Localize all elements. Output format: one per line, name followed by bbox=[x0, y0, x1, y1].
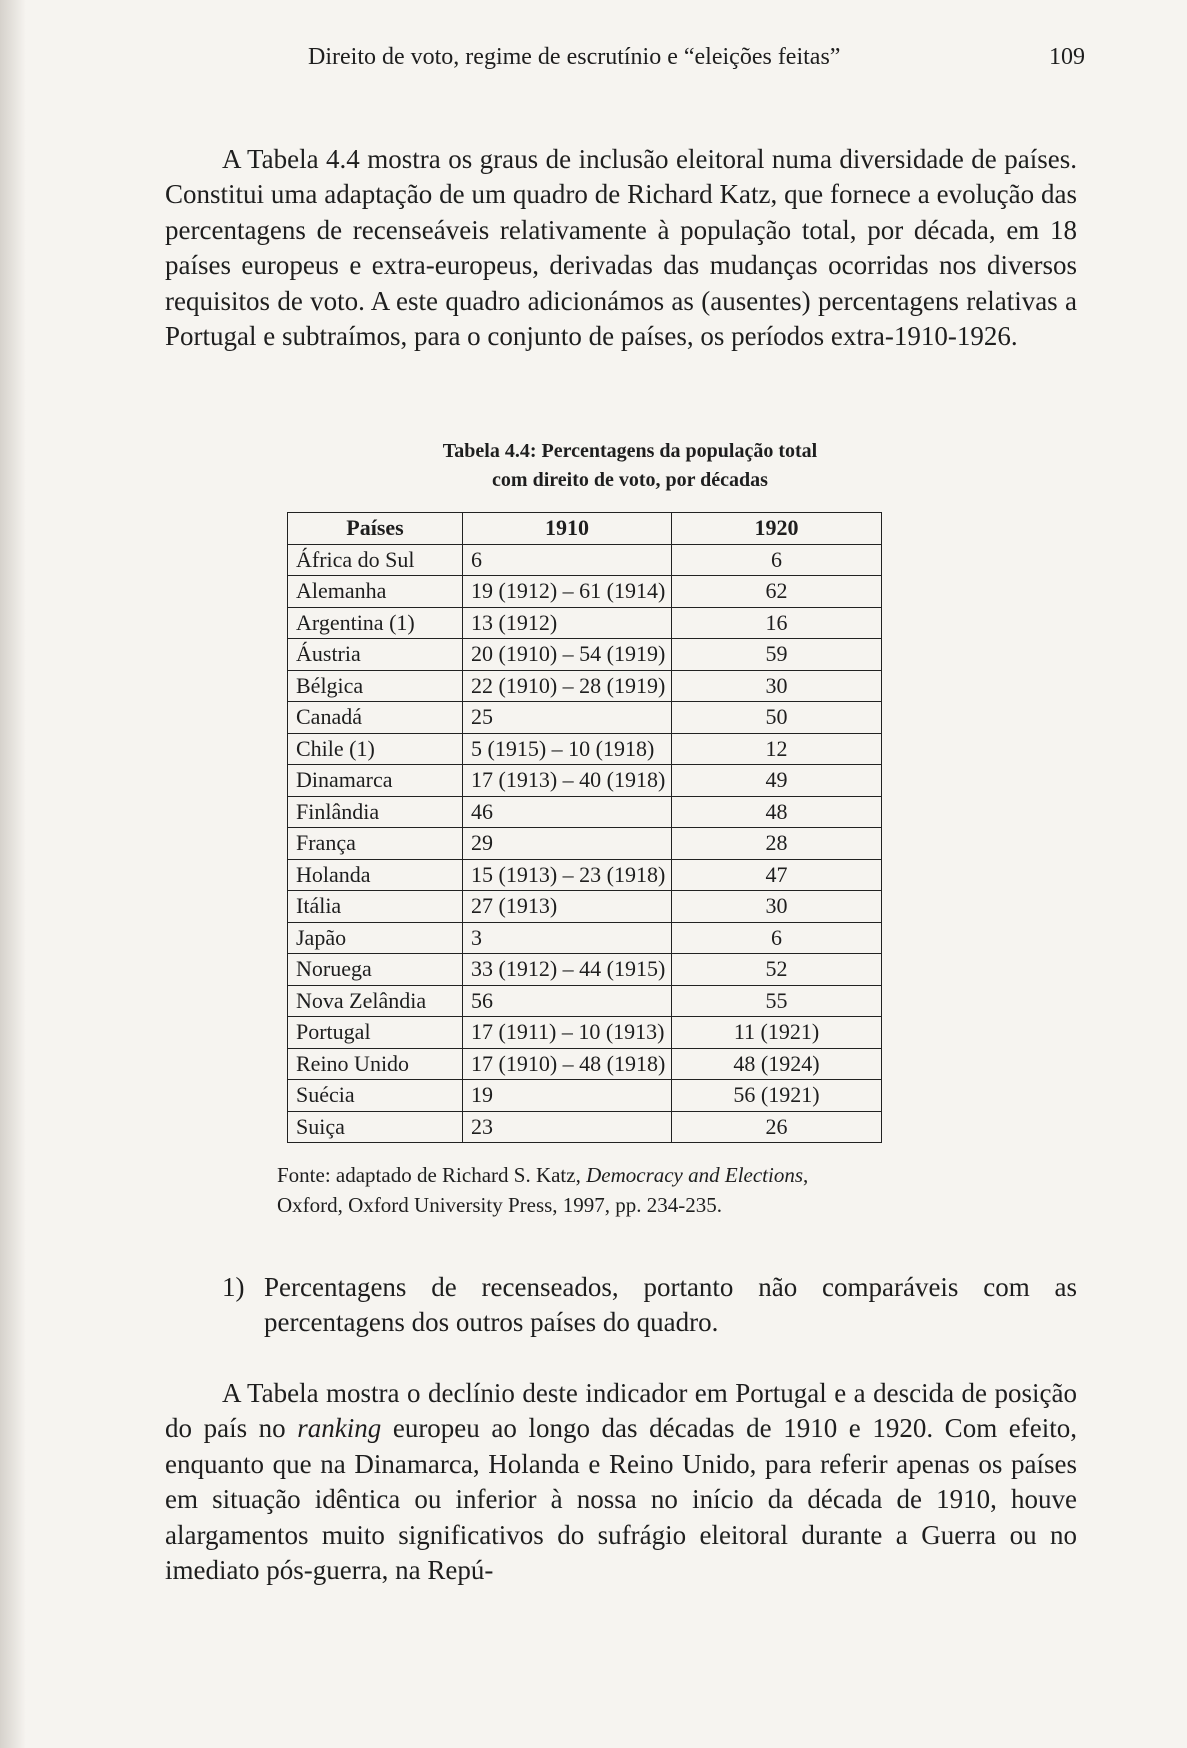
table-row bbox=[288, 1048, 882, 1080]
source-suffix: , bbox=[803, 1163, 809, 1187]
cell-1910: 17 (1913) – 40 (1918) bbox=[463, 765, 672, 797]
cell-1910: 19 bbox=[463, 1080, 672, 1112]
cell-country: Finlândia bbox=[288, 796, 463, 828]
cell-country: Portugal bbox=[288, 1017, 463, 1049]
cell-1920: 30 bbox=[672, 891, 882, 923]
table-header-row bbox=[288, 513, 882, 545]
footnote-number: 1) bbox=[222, 1272, 245, 1302]
cell-1910: 33 (1912) – 44 (1915) bbox=[463, 954, 672, 986]
cell-1910: 20 (1910) – 54 (1919) bbox=[463, 639, 672, 671]
table-row bbox=[288, 544, 882, 576]
closing-text-end: europeu ao longo das décadas de 1910 e 1920. Com efeito, enquanto que na Dinamarca, Holanda e Reino Unido, para referir apenas os países em situação idêntica ou inferior à nossa no início da década de 1910, houve alargamentos muito significativos do sufrágio eleitoral durante a Guerra ou no imediato pós-guerra, na Repú- bbox=[165, 1413, 1077, 1586]
table-row bbox=[288, 796, 882, 828]
cell-1920: 55 bbox=[672, 985, 882, 1017]
running-header-title: Direito de voto, regime de escrutínio e “eleições feitas” bbox=[308, 44, 841, 70]
cell-country: Reino Unido bbox=[288, 1048, 463, 1080]
cell-country: Suiça bbox=[288, 1111, 463, 1143]
table-source bbox=[277, 1160, 977, 1220]
cell-country: Áustria bbox=[288, 639, 463, 671]
cell-1920: 11 (1921) bbox=[672, 1017, 882, 1049]
cell-1920: 50 bbox=[672, 702, 882, 734]
table-row bbox=[288, 702, 882, 734]
cell-1920: 59 bbox=[672, 639, 882, 671]
source-line2: Oxford, Oxford University Press, 1997, pp. 234-235. bbox=[277, 1193, 723, 1217]
cell-country: Bélgica bbox=[288, 670, 463, 702]
table-row bbox=[288, 922, 882, 954]
cell-country: Canadá bbox=[288, 702, 463, 734]
cell-1910: 17 (1911) – 10 (1913) bbox=[463, 1017, 672, 1049]
closing-italic-term: ranking bbox=[297, 1413, 382, 1444]
cell-country: Noruega bbox=[288, 954, 463, 986]
header-cell-countries: Países bbox=[288, 513, 463, 545]
cell-country: França bbox=[288, 828, 463, 860]
cell-1920: 48 (1924) bbox=[672, 1048, 882, 1080]
cell-country: Chile (1) bbox=[288, 733, 463, 765]
intro-paragraph bbox=[165, 142, 1077, 354]
table-caption bbox=[280, 437, 980, 495]
cell-1910: 3 bbox=[463, 922, 672, 954]
cell-1910: 17 (1910) – 48 (1918) bbox=[463, 1048, 672, 1080]
cell-country: Dinamarca bbox=[288, 765, 463, 797]
table-row bbox=[288, 1080, 882, 1112]
cell-1920: 26 bbox=[672, 1111, 882, 1143]
cell-1920: 6 bbox=[672, 544, 882, 576]
closing-paragraph bbox=[165, 1376, 1077, 1588]
table-row bbox=[288, 639, 882, 671]
table-row bbox=[288, 954, 882, 986]
table-row bbox=[288, 891, 882, 923]
cell-1920: 47 bbox=[672, 859, 882, 891]
cell-country: Holanda bbox=[288, 859, 463, 891]
cell-1920: 16 bbox=[672, 607, 882, 639]
cell-country: Nova Zelândia bbox=[288, 985, 463, 1017]
header-cell-1920: 1920 bbox=[672, 513, 882, 545]
intro-text: A Tabela 4.4 mostra os graus de inclusão eleitoral numa diversidade de países. Constitui uma adaptação de um quadro de Richard Katz, que fornece a evolução das percentagens de recenseáveis relativamente à população total, por década, em 18 países europeus e extra-europeus, derivadas das mudanças ocorridas nos diversos requisitos de voto. A este quadro adicionámos as (ausentes) percentagens relativas a Portugal e subtraímos, para o conjunto de países, os períodos extra-1910-1926. bbox=[165, 144, 1077, 352]
table-row bbox=[288, 828, 882, 860]
cell-1910: 5 (1915) – 10 (1918) bbox=[463, 733, 672, 765]
table-row bbox=[288, 733, 882, 765]
cell-1920: 30 bbox=[672, 670, 882, 702]
table-row bbox=[288, 765, 882, 797]
table-caption-line1: Tabela 4.4: Percentagens da população total bbox=[442, 440, 818, 462]
cell-country: Itália bbox=[288, 891, 463, 923]
cell-1920: 6 bbox=[672, 922, 882, 954]
cell-country: Japão bbox=[288, 922, 463, 954]
cell-1910: 6 bbox=[463, 544, 672, 576]
cell-country: África do Sul bbox=[288, 544, 463, 576]
source-line1 bbox=[277, 1160, 977, 1190]
closing-text-start: A Tabela mostra o declínio deste indicador em Portugal e a descida de posição do país no bbox=[165, 1378, 1077, 1444]
cell-1910: 46 bbox=[463, 796, 672, 828]
cell-1920: 52 bbox=[672, 954, 882, 986]
table-row bbox=[288, 1111, 882, 1143]
table-body bbox=[288, 544, 882, 1143]
cell-1910: 56 bbox=[463, 985, 672, 1017]
cell-country: Alemanha bbox=[288, 576, 463, 608]
cell-1910: 19 (1912) – 61 (1914) bbox=[463, 576, 672, 608]
header-cell-1910: 1910 bbox=[463, 513, 672, 545]
page-binding-shadow bbox=[0, 0, 26, 1748]
page-number: 109 bbox=[1049, 44, 1085, 70]
footnote-text: Percentagens de recenseados, portanto não comparáveis com as percentagens dos outros países do quadro. bbox=[264, 1272, 1077, 1337]
cell-1920: 49 bbox=[672, 765, 882, 797]
cell-1910: 13 (1912) bbox=[463, 607, 672, 639]
cell-1910: 22 (1910) – 28 (1919) bbox=[463, 670, 672, 702]
cell-country: Suécia bbox=[288, 1080, 463, 1112]
table-row bbox=[288, 607, 882, 639]
source-prefix: Fonte: adaptado de Richard S. Katz, bbox=[277, 1163, 587, 1187]
cell-1910: 29 bbox=[463, 828, 672, 860]
cell-1910: 25 bbox=[463, 702, 672, 734]
cell-1910: 27 (1913) bbox=[463, 891, 672, 923]
cell-1920: 56 (1921) bbox=[672, 1080, 882, 1112]
table-row bbox=[288, 670, 882, 702]
cell-1910: 23 bbox=[463, 1111, 672, 1143]
cell-1920: 48 bbox=[672, 796, 882, 828]
table-row bbox=[288, 985, 882, 1017]
cell-country: Argentina (1) bbox=[288, 607, 463, 639]
table-footnote bbox=[222, 1270, 1077, 1340]
cell-1920: 62 bbox=[672, 576, 882, 608]
source-book-title: Democracy and Elections bbox=[586, 1163, 804, 1187]
cell-1920: 12 bbox=[672, 733, 882, 765]
table-row bbox=[288, 576, 882, 608]
voting-percentages-table bbox=[287, 512, 882, 1143]
table-caption-line2: com direito de voto, por décadas bbox=[492, 469, 768, 491]
table-row bbox=[288, 1017, 882, 1049]
cell-1910: 15 (1913) – 23 (1918) bbox=[463, 859, 672, 891]
table-row bbox=[288, 859, 882, 891]
cell-1920: 28 bbox=[672, 828, 882, 860]
